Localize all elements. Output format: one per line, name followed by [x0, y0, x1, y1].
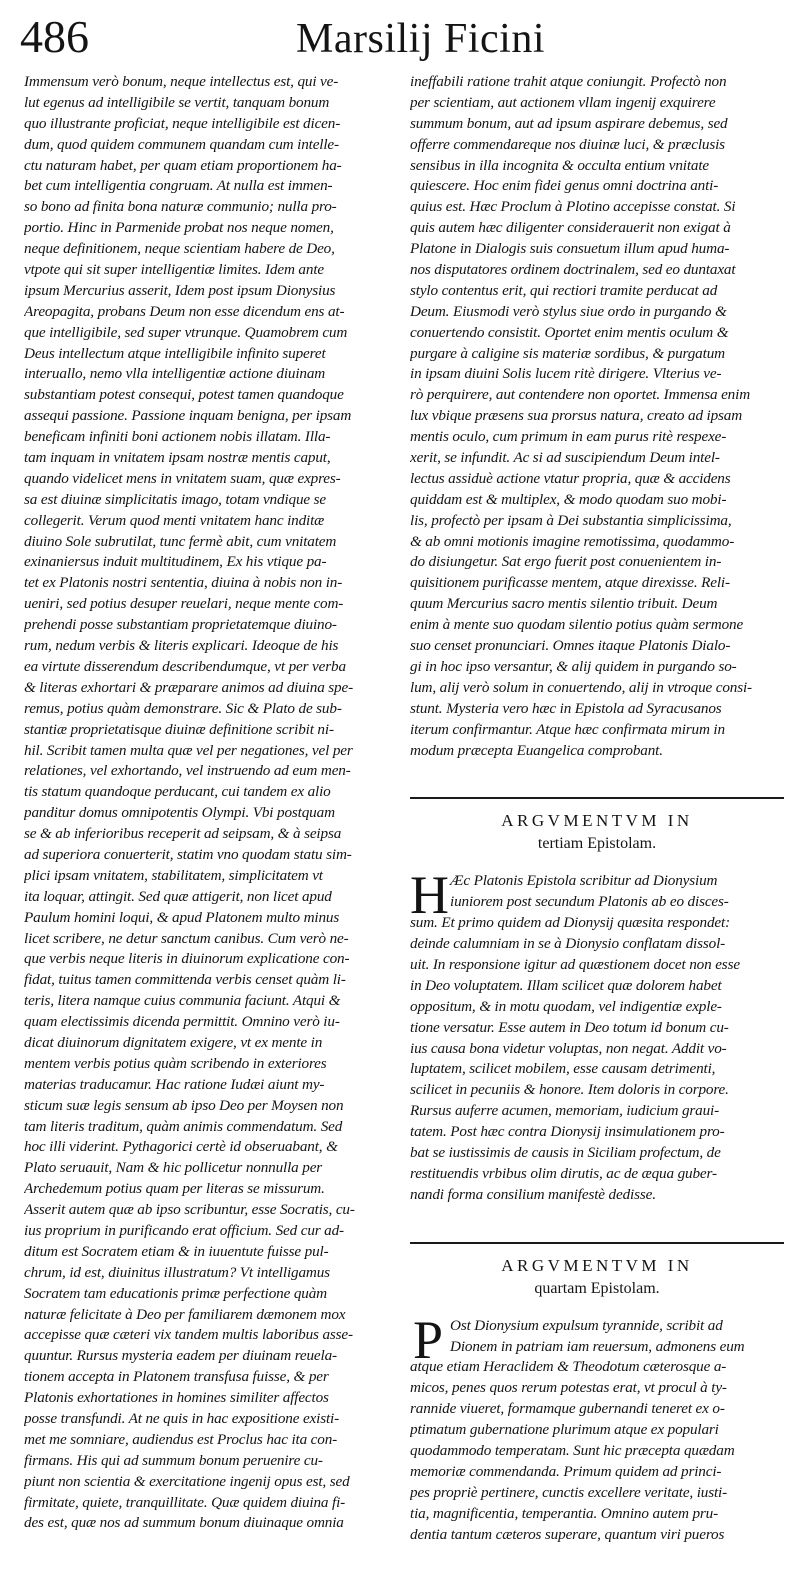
text-line: accepisse quæ cæteri vix tandem multis laboribus asse-	[24, 1326, 353, 1344]
text-line: hil. Scribit tamen multa quæ vel per negationes, vel per	[24, 741, 353, 759]
text-line: panditur domus omnipotentis Olympi. Vbi postquam	[24, 804, 335, 822]
text-line: ineffabili ratione trahit atque coniungit. Profectò non	[410, 73, 727, 90]
text-line: lut egenus ad intelligibile se vertit, tanquam bonum	[24, 93, 330, 111]
text-line: memoriæ commendanda. Primum quidem ad princi-	[410, 1462, 722, 1480]
text-line: quiescere. Hoc enim fidei genus omni doctrina anti-	[410, 177, 719, 195]
text-line: tam literis traditum, quàm animis commendatum. Sed	[24, 1117, 343, 1135]
text-line: ea virtute disserendum describendumque, vt per verba	[24, 657, 346, 675]
text-line: atque etiam Heraclidem & Theodotum cæterosque a-	[410, 1358, 727, 1376]
text-line: tam inquam in vnitatem ipsam nostræ mentis caput,	[24, 449, 331, 467]
text-line: quum Mercurius sacro mentis silentio tribuit. Deum	[410, 595, 718, 613]
text-line: ptimatum gubernatione plurimum atque ex populari	[410, 1421, 719, 1439]
text-line: offerre commendareque nos diuinæ luci, & præclusis	[410, 135, 725, 153]
text-line: so bono ad finita bona naturæ communio; nulla pro-	[24, 198, 337, 216]
text-line: lum, alij verò solum in conuertendo, alij in vtroque consi-	[410, 678, 752, 696]
text-line: materias traducamur. Hac ratione Iudæi aiunt my-	[24, 1075, 325, 1093]
section-body	[410, 865, 784, 1205]
text-line: tia, magnificentia, temperantia. Omnino autem pru-	[410, 1504, 719, 1522]
page-number: 486	[20, 11, 89, 62]
text-line: in ipsam diuini Solis lucem ritè dirigere. Vlterius ve-	[410, 365, 722, 383]
running-head: Marsilij Ficini	[296, 16, 545, 62]
text-line: rannide viueret, formamque gubernandi teneret ex o-	[410, 1400, 725, 1418]
text-line: prehendi posse substantiam proprietatemque diuino-	[24, 616, 337, 634]
text-line: posse transfundi. At ne quis in hac expositione existi-	[24, 1410, 340, 1427]
text-line: Platone in Dialogis suis consuetum illum apud huma-	[410, 240, 730, 258]
text-line: lis, profectò per ipsam à Dei substantia simplicissima,	[410, 511, 732, 529]
text-line: sensibus in illa incognita & occulta entium vnitate	[410, 156, 710, 174]
text-line: plici ipsam vnitatem, stabilitatem, simplicitatem vt	[24, 866, 323, 884]
text-line: gi in hoc ipso versantur, & alij quidem in purgando so-	[410, 657, 737, 675]
text-line: met me somniare, audiendus est Proclus hac ita con-	[24, 1430, 338, 1448]
text-line: per scientiam, aut actionem vllam ingenij exquirere	[410, 93, 716, 111]
text-line: purgare à caligine sis materiæ sordibus, & purgatum	[410, 344, 725, 362]
text-line: quodammodo temperatam. Sunt hic præcepta quædam	[410, 1441, 735, 1459]
text-line: suo censet pronunciari. Omnes itaque Platonis Dialo-	[410, 637, 731, 655]
text-line: quius est. Hæc Proclum à Plotino accepisse constat. Si	[410, 198, 736, 216]
text-line: Ost Dionysium expulsum tyrannide, scribit ad	[450, 1316, 723, 1334]
text-line: que verbis neque literis in diuinorum explicatione con-	[24, 950, 350, 968]
text-line: rum, nedum verbis & literis explicari. Ideoque de his	[24, 637, 339, 655]
text-line: firmans. His qui ad summum bonum peruenire cu-	[24, 1451, 323, 1469]
text-line: teris, litera namque cuius communia faciunt. Atqui &	[24, 992, 341, 1010]
text-line: & ab omni motionis imagine remotissima, quodammo-	[410, 532, 735, 550]
text-line: nandi forma consilium manifestè dedisse.	[410, 1185, 656, 1203]
text-line: stylo contentus erit, qui rectiori tramite perducat ad	[410, 281, 718, 299]
left-column	[24, 72, 402, 1534]
text-line: tet ex Platonis nostri sententia, diuina à nobis non in-	[24, 574, 343, 592]
text-line: se & ab inferioribus receperit ad seipsam, & à seipsa	[24, 825, 342, 843]
text-line: Deus intellectum atque intelligibile infinito superet	[24, 344, 326, 362]
text-line: rò perquirere, aut contendere non oportet. Immensa enim	[410, 386, 751, 404]
text-line: Asserit autem quæ ab ipso scribuntur, esse Socratis, cu-	[24, 1201, 355, 1219]
text-line: quis autem hæc diligenter considerauerit non exigat à	[410, 219, 731, 237]
text-line: lectus assiduè actione vtatur propria, quæ & accidens	[410, 469, 731, 487]
text-line: vtpote qui sit super intelligentiæ limites. Idem ante	[24, 261, 324, 279]
text-line: portio. Hinc in Parmenide probat nos neque nomen,	[24, 219, 334, 237]
text-line: licet scribere, ne detur sanctum canibus. Cum verò ne-	[24, 929, 349, 947]
text-line: chrum, id est, diuinitus illustratum? Vt intelligamus	[24, 1263, 330, 1281]
text-line: enim à mente suo quodam silentio potius quàm sermone	[410, 616, 744, 634]
text-line: assequi passione. Passione inquam benigna, per ipsam	[24, 407, 352, 425]
text-line: modum præcepta Euangelica comprobant.	[410, 741, 663, 759]
text-line: substantiam potest consequi, potest tamen quandoque	[24, 386, 344, 404]
text-line: deinde calumniam in se à Dionysio conflatam dissol-	[410, 935, 726, 953]
text-line: Platonis exhortationes in homines similiter affectos	[24, 1389, 329, 1407]
text-line: sum. Et primo quidem ad Dionysij quæsita respondet:	[410, 914, 730, 932]
text-line: micos, penes quos rerum potestas erat, vt procul à ty-	[410, 1379, 727, 1397]
text-line: exinaniersus induit multitudinem, Ex his vtique pa-	[24, 553, 327, 571]
text-line: Æc Platonis Epistola scribitur ad Dionysium	[450, 872, 718, 890]
text-line: ctu naturam habet, per quam etiam proportionem ha-	[24, 156, 342, 174]
text-line: stunt. Mysteria vero hæc in Epistola ad Syracusanos	[410, 699, 722, 717]
text-line: Socratem tam educationis primæ perfectione quàm	[24, 1284, 327, 1302]
text-line: restituendis vrbibus olim dirutis, ac de æqua guber-	[410, 1164, 717, 1182]
text-line: tione versatur. Esse autem in Deo totum id bonum cu-	[410, 1018, 729, 1036]
text-line: do disiungetur. Sat ergo fuerit post conuenientem in-	[410, 553, 722, 571]
text-line: conuertendo consistit. Oportet enim mentis oculum &	[410, 323, 729, 341]
text-line: Deum. Eiusmodi verò stylus siue ordo in purgando &	[410, 302, 727, 320]
text-line: luptatem, scilicet mobilem, esse causam detrimenti,	[410, 1060, 716, 1078]
section-gap	[410, 761, 784, 797]
drop-initial: P	[412, 1309, 444, 1370]
right-column-continuation	[410, 72, 784, 761]
text-line: bet cum intelligentia congruam. At nulla est immen-	[24, 177, 333, 195]
argument-sections	[410, 761, 784, 1545]
text-line: collegerit. Verum quod menti vnitatem hanc inditæ	[24, 511, 325, 529]
text-line: ditum est Socratem etiam & in iuuentute fuisse pul-	[24, 1242, 329, 1260]
text-line: ita loquar, attingit. Sed quæ attigerit, non licet apud	[24, 887, 332, 905]
text-line: mentis oculo, cum primum in eam purus ritè respexe-	[410, 428, 727, 446]
section-rule	[410, 1242, 784, 1244]
section-gap	[410, 1206, 784, 1242]
text-line: scilicet in pecuniis & honore. Item doloris in corpore.	[410, 1081, 729, 1099]
text-line: ius proprium in purificando erat officium. Sed cur ad-	[24, 1221, 344, 1239]
text-line: interuallo, nemo vlla intelligentiæ actione diuinam	[24, 365, 326, 383]
text-line: quiddam est & multiplex, & modo quodam suo mobi-	[410, 490, 727, 508]
text-line: sa est diuinæ simplicitatis imago, totam vndique se	[24, 490, 326, 508]
section-heading: ARGVMENTVM IN	[501, 811, 693, 831]
text-line: pes propriè pertinere, cunctis excellere veritate, iusti-	[410, 1483, 728, 1501]
text-line: neque definitionem, neque scientiam habere de Deo,	[24, 240, 335, 258]
page-header	[0, 0, 800, 70]
text-line: oppositum, & in motu quodam, vel indigentiæ exple-	[410, 997, 722, 1015]
text-line: que intelligibile, sed super vtrunque. Quamobrem cum	[24, 323, 348, 341]
text-line: iterum confirmantur. Atque hæc confirmata mirum in	[410, 720, 725, 738]
text-line: des est, quæ nos ad summum bonum diuinaque omnia	[24, 1514, 344, 1532]
text-line: Immensum verò bonum, neque intellectus est, qui ve-	[24, 73, 339, 90]
text-line: lux vbique præsens sua prorsus natura, creato ad ipsam	[410, 407, 743, 425]
text-line: tis statum quandoque perducant, cui tandem ex alio	[24, 783, 331, 801]
section-subheading: tertiam Epistolam.	[537, 835, 657, 853]
text-line: beneficam infiniti boni actionem nobis illatam. Illa-	[24, 428, 331, 446]
text-line: xerit, se infundit. Ac si ad suscipiendum Deum intel-	[410, 449, 720, 467]
text-line: bat se iustissimis de causis in Siciliam profectum, de	[410, 1143, 721, 1161]
text-line: ad superiora conuerterit, statim vno quodam statu sim-	[24, 845, 352, 863]
text-line: Areopagita, probans Deum non esse dicendum ens at-	[24, 302, 345, 320]
text-line: Dionem in patriam iam reuersum, admonens eum	[450, 1337, 745, 1355]
text-line: Rursus auferre acumen, memoriam, iudicium graui-	[410, 1102, 720, 1120]
text-line: & literas exhortari & præparare animos ad diuina spe-	[24, 678, 353, 696]
text-line: sticum suæ legis sensum ab ipso Deo per Moysen non	[24, 1096, 344, 1114]
text-line: uit. In responsione igitur ad quæstionem docet non esse	[410, 955, 740, 973]
text-line: remus, potius quàm demonstrare. Sic & Plato de sub-	[24, 699, 342, 717]
section-heading: ARGVMENTVM IN	[501, 1255, 693, 1275]
text-line: naturæ felicitate à Deo per familiarem dæmonem mox	[24, 1305, 346, 1323]
text-line: quisitionem purificasse mentem, atque direxisse. Reli-	[410, 574, 730, 592]
text-line: diuino Sole subrutilat, tunc fermè abit, cum vnitatem	[24, 532, 337, 550]
text-line: ius causa bona videtur voluptas, non negat. Addit vo-	[410, 1039, 727, 1057]
text-line: relationes, vel exhortando, vel instruendo ad eum men-	[24, 762, 351, 780]
text-line: ipsum Mercurius asserit, Idem post ipsum Dionysius	[24, 281, 336, 299]
text-line: quam electissimis dicenda permittit. Omnino verò iu-	[24, 1013, 340, 1031]
text-line: fidat, tuitus tamen committenda verbis censet quàm li-	[24, 971, 346, 989]
text-line: summum bonum, aut ad ipsum aspirare debemus, sed	[410, 114, 728, 132]
text-line: stantiæ proprietatisque diuinæ definitione scribit ni-	[24, 720, 334, 738]
text-line: iuniorem post secundum Platonis ab eo disces-	[450, 893, 729, 911]
section-subheading: quartam Epistolam.	[534, 1279, 660, 1297]
text-line: quando videlicet mens in vnitatem suam, quæ expres-	[24, 469, 341, 487]
section-rule	[410, 797, 784, 799]
text-line: quo illustrante proficiat, neque intelligibile est dicen-	[24, 114, 341, 132]
text-line: Archedemum potius quam per literas se missurum.	[24, 1180, 325, 1198]
section-body	[410, 1309, 784, 1546]
right-column	[410, 72, 784, 1545]
text-line: piunt non scientia & exercitatione ingenij opus est, sed	[24, 1472, 350, 1490]
text-line: dentia tantum cæteros superare, quantum viri pueros	[410, 1525, 725, 1543]
text-line: in Deo voluptatem. Illam scilicet quæ dolorem habet	[410, 976, 722, 994]
drop-initial: H	[410, 865, 449, 926]
text-line: tionem accepta in Platonem transfusa fuisse, & per	[24, 1368, 329, 1386]
text-line: firmitate, quiete, tranquillitate. Quæ quidem diuina fi-	[24, 1493, 346, 1511]
text-line: ueniri, sed potius desuper reuelari, neque mente com-	[24, 595, 344, 613]
text-line: dum, quod quidem communem quandam cum intelle-	[24, 135, 339, 153]
text-line: Plato seruauit, Nam & hic pollicetur nonnulla per	[24, 1159, 323, 1177]
text-line: mentem verbis potius quàm scribendo in exteriores	[24, 1054, 327, 1072]
text-line: quuntur. Rursus mysteria eadem per diuinam reuela-	[24, 1347, 337, 1365]
text-line: hoc illi viderint. Pythagorici certè id obseruabant, &	[24, 1138, 338, 1156]
text-line: Paulum homini loqui, & apud Platonem multo minus	[24, 908, 340, 926]
text-line: nos disputatores ordinem doctrinalem, sed eo duntaxat	[410, 261, 736, 279]
text-line: tatem. Post hæc contra Dionysij insimulationem pro-	[410, 1123, 725, 1141]
text-line: dicat diuinorum dignitatem exigere, vt ex mente in	[24, 1033, 323, 1051]
